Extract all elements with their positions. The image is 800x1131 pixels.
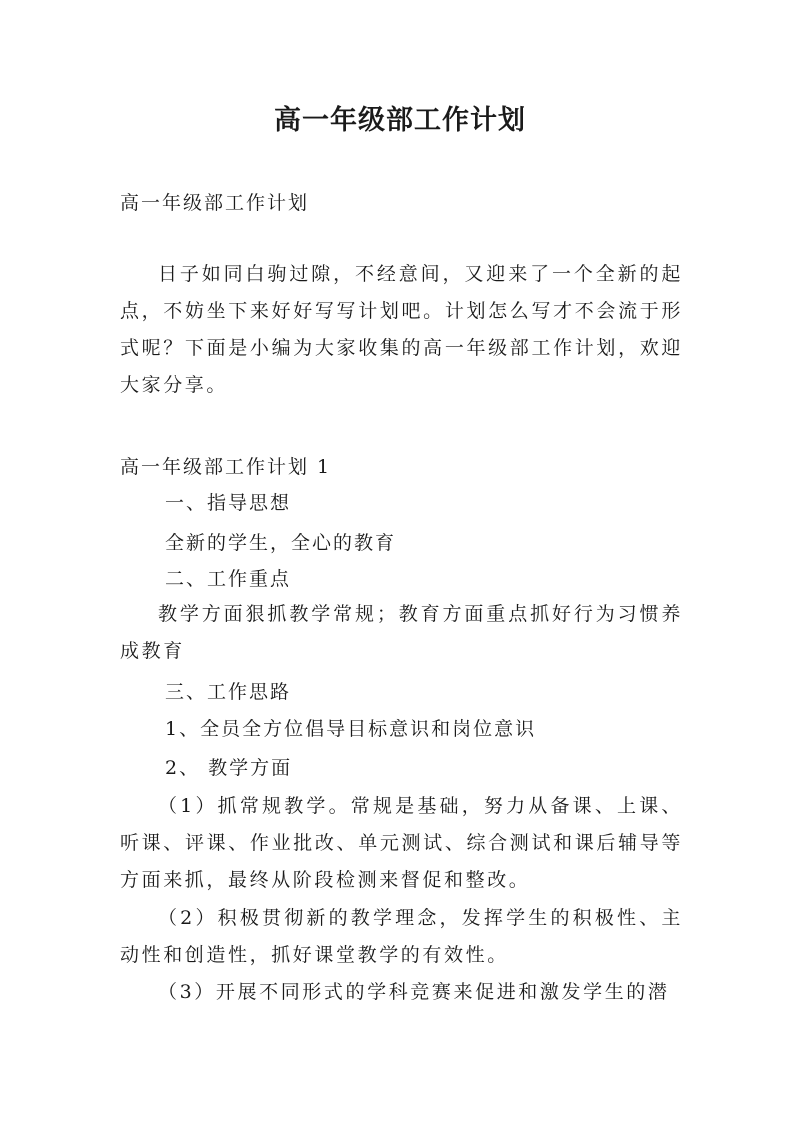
section-title: 高一年级部工作计划 1	[120, 456, 332, 478]
heading-work-approach: 三、工作思路	[165, 681, 292, 703]
sub-item-regular-teaching: （1）抓常规教学。常规是基础，努力从备课、上课、听课、评课、作业批改、单元测试、综合测试和课后辅导等方面来抓，最终从阶段检测来督促和整改。	[120, 795, 683, 891]
text-work-focus: 教学方面狠抓教学常规；教育方面重点抓好行为习惯养成教育	[120, 603, 683, 662]
sub-item-new-concepts: （2）积极贯彻新的教学理念，发挥学生的积极性、主动性和创造性，抓好课堂教学的有效性。	[120, 907, 683, 966]
text-guiding-ideology: 全新的学生，全心的教育	[165, 532, 397, 554]
intro-paragraph: 日子如同白驹过隙，不经意间，又迎来了一个全新的起点，不妨坐下来好好写写计划吧。计划怎么写才不会流于形式呢？下面是小编为大家收集的高一年级部工作计划，欢迎大家分享。	[120, 263, 683, 396]
heading-guiding-ideology: 一、指导思想	[165, 492, 292, 514]
sub-item-competitions: （3）开展不同形式的学科竞赛来促进和激发学生的潜	[158, 981, 670, 1003]
document-subtitle: 高一年级部工作计划	[120, 192, 310, 214]
heading-work-focus: 二、工作重点	[165, 568, 292, 590]
item-target-awareness: 1、全员全方位倡导目标意识和岗位意识	[165, 718, 537, 740]
item-teaching: 2、 教学方面	[165, 757, 293, 779]
document-title: 高一年级部工作计划	[274, 105, 526, 136]
